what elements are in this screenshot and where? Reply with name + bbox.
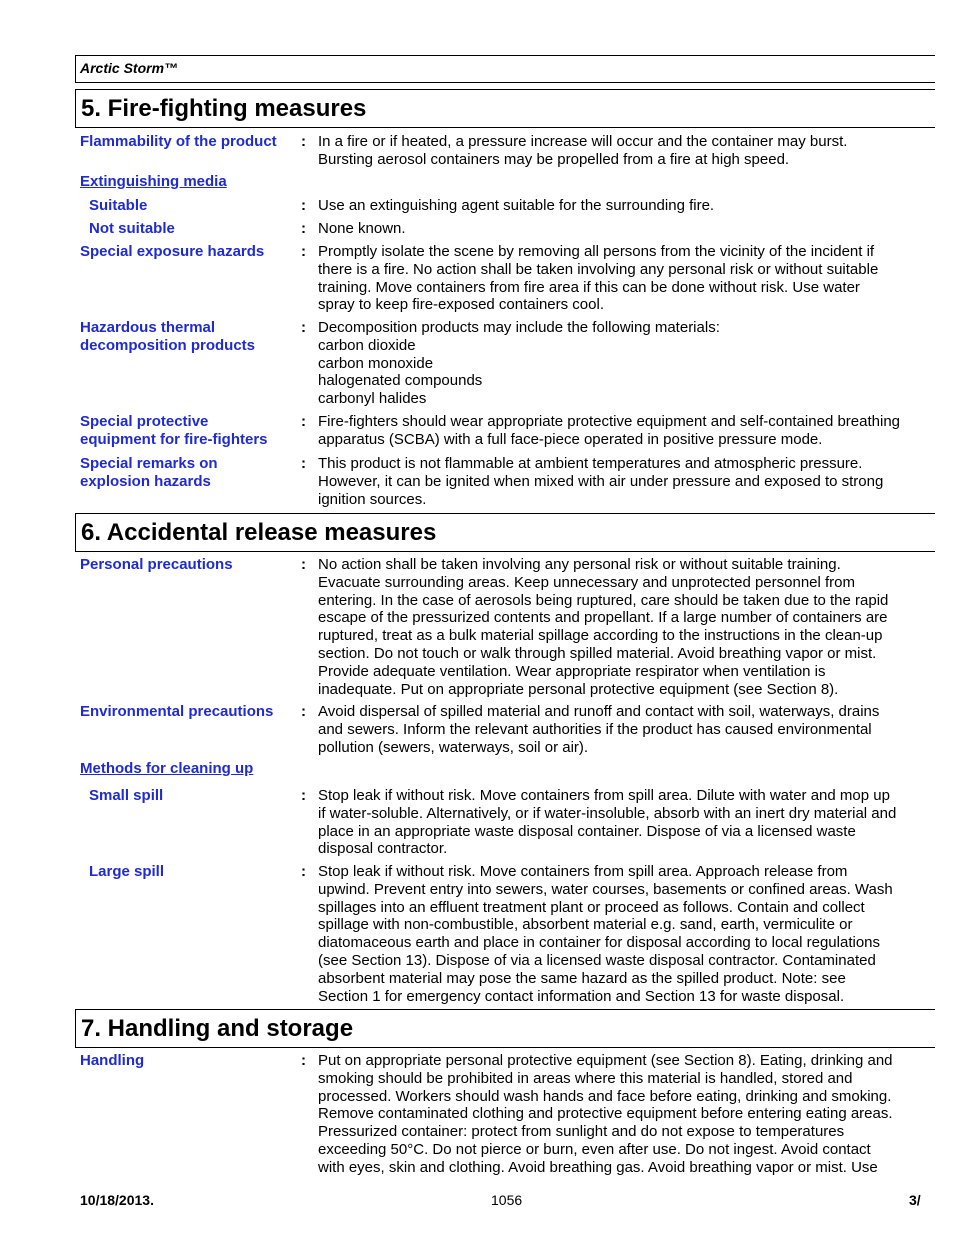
special-exposure-value: Promptly isolate the scene by removing all persons from the vicinity of the incident if there is a fire. No action shall be taken involving any personal risk or without suitable training. Move containers from fire area if this can be done without risk. Use water spray to keep fire-exposed containers cool.	[318, 243, 879, 314]
suitable-value: Use an extinguishing agent suitable for the surrounding fire.	[318, 197, 715, 214]
personal-precautions-value: No action shall be taken involving any personal risk or without suitable training. Evacuate surrounding areas. Keep unnecessary and unprotected personnel from entering. In the case of aerosols being ruptured, care should be taken due to the rapid escape of the pressurized contents and propellant. If a large number of containers are ruptured, treat as a bulk material spillage according to the instructions in the clean-up section. Do not touch or walk through spilled material. Avoid breathing vapor or mist. Provide adequate ventilation. Wear appropriate respirator when ventilation is inadequate. Put on appropriate personal protective equipment (see Section 8).	[318, 556, 889, 698]
footer-doc-number: 1056	[491, 1192, 523, 1208]
small-spill-label: Small spill	[89, 787, 164, 804]
protective-equipment-value: Fire-fighters should wear appropriate protective equipment and self-contained breathing apparatus (SCBA) with a full face-piece operated in positive pressure mode.	[318, 413, 901, 448]
colon: :	[301, 863, 306, 880]
special-exposure-label: Special exposure hazards	[80, 243, 265, 260]
handling-value: Put on appropriate personal protective equipment (see Section 8). Eating, drinking and smoking should be prohibited in areas where this material is handled, stored and processed. Workers should wash hands and face before eating, drinking and smoking. Remove contaminated clothing and protective equipment before entering eating areas. Pressurized container: protect from sunlight and do not expose to temperatures exceeding 50°C. Do not pierce or burn, even after use. Do not ingest. Avoid contact with eyes, skin and clothing. Avoid breathing gas. Avoid breathing vapor or mist. Use	[318, 1052, 893, 1176]
colon: :	[301, 220, 306, 237]
product-name-bar	[75, 55, 935, 83]
colon: :	[301, 455, 306, 472]
section-6-title: 6. Accidental release measures	[81, 519, 437, 546]
section-7-header	[75, 1009, 935, 1048]
large-spill-label: Large spill	[89, 863, 165, 880]
not-suitable-label: Not suitable	[89, 220, 175, 237]
personal-precautions-label: Personal precautions	[80, 556, 233, 573]
colon: :	[301, 556, 306, 573]
colon: :	[301, 413, 306, 430]
section-7-title: 7. Handling and storage	[81, 1015, 354, 1042]
not-suitable-value: None known.	[318, 220, 406, 237]
flammability-label: Flammability of the product	[80, 133, 277, 150]
colon: :	[301, 1052, 306, 1069]
handling-label: Handling	[80, 1052, 145, 1069]
extinguishing-media-heading: Extinguishing media	[80, 173, 227, 190]
environmental-precautions-label: Environmental precautions	[80, 703, 274, 720]
colon: :	[301, 197, 306, 214]
colon: :	[301, 319, 306, 336]
protective-equipment-label: Special protective equipment for fire-fighters	[80, 413, 268, 448]
section-5-header	[75, 89, 935, 128]
section-6-header	[75, 513, 935, 552]
explosion-remarks-value: This product is not flammable at ambient temperatures and atmospheric pressure. However, it can be ignited when mixed with air under pressure and exposed to strong ignition sources.	[318, 455, 884, 508]
hazardous-thermal-value: Decomposition products may include the following materials: carbon dioxide carbon monoxide halogenated compounds carbonyl halides	[318, 319, 720, 408]
footer-date: 10/18/2013.	[80, 1192, 154, 1208]
section-5-title: 5. Fire-fighting measures	[81, 95, 367, 122]
large-spill-value: Stop leak if without risk. Move containers from spill area. Approach release from upwind. Prevent entry into sewers, water courses, basements or confined areas. Wash spillages into an effluent treatment plant or proceed as follows. Contain and collect spillage with non-combustible, absorbent material e.g. sand, earth, vermiculite or diatomaceous earth and place in container for disposal according to local regulations (see Section 13). Dispose of via a licensed waste disposal contractor. Contaminated absorbent material may pose the same hazard as the spilled product. Note: see Section 1 for emergency contact information and Section 13 for waste disposal.	[318, 863, 893, 1005]
environmental-precautions-value: Avoid dispersal of spilled material and runoff and contact with soil, waterways, drains and sewers. Inform the relevant authorities if the product has caused environmental pollution (sewers, waterways, soil or air).	[318, 703, 880, 756]
colon: :	[301, 243, 306, 260]
flammability-value: In a fire or if heated, a pressure increase will occur and the container may burst. Bursting aerosol containers may be propelled from a fire at high speed.	[318, 133, 848, 168]
colon: :	[301, 703, 306, 720]
suitable-label: Suitable	[89, 197, 148, 214]
small-spill-value: Stop leak if without risk. Move containers from spill area. Dilute with water and mop up if water-soluble. Alternatively, or if water-insoluble, absorb with an inert dry material and place in an appropriate waste disposal container. Dispose of via a licensed waste disposal contractor.	[318, 787, 897, 858]
hazardous-thermal-label: Hazardous thermal decomposition products	[80, 319, 256, 354]
colon: :	[301, 133, 306, 150]
colon: :	[301, 787, 306, 804]
product-name: Arctic Storm™	[80, 60, 179, 76]
footer-page-number: 3/	[909, 1192, 921, 1208]
cleaning-methods-heading: Methods for cleaning up	[80, 760, 254, 777]
explosion-remarks-label: Special remarks on explosion hazards	[80, 455, 218, 490]
